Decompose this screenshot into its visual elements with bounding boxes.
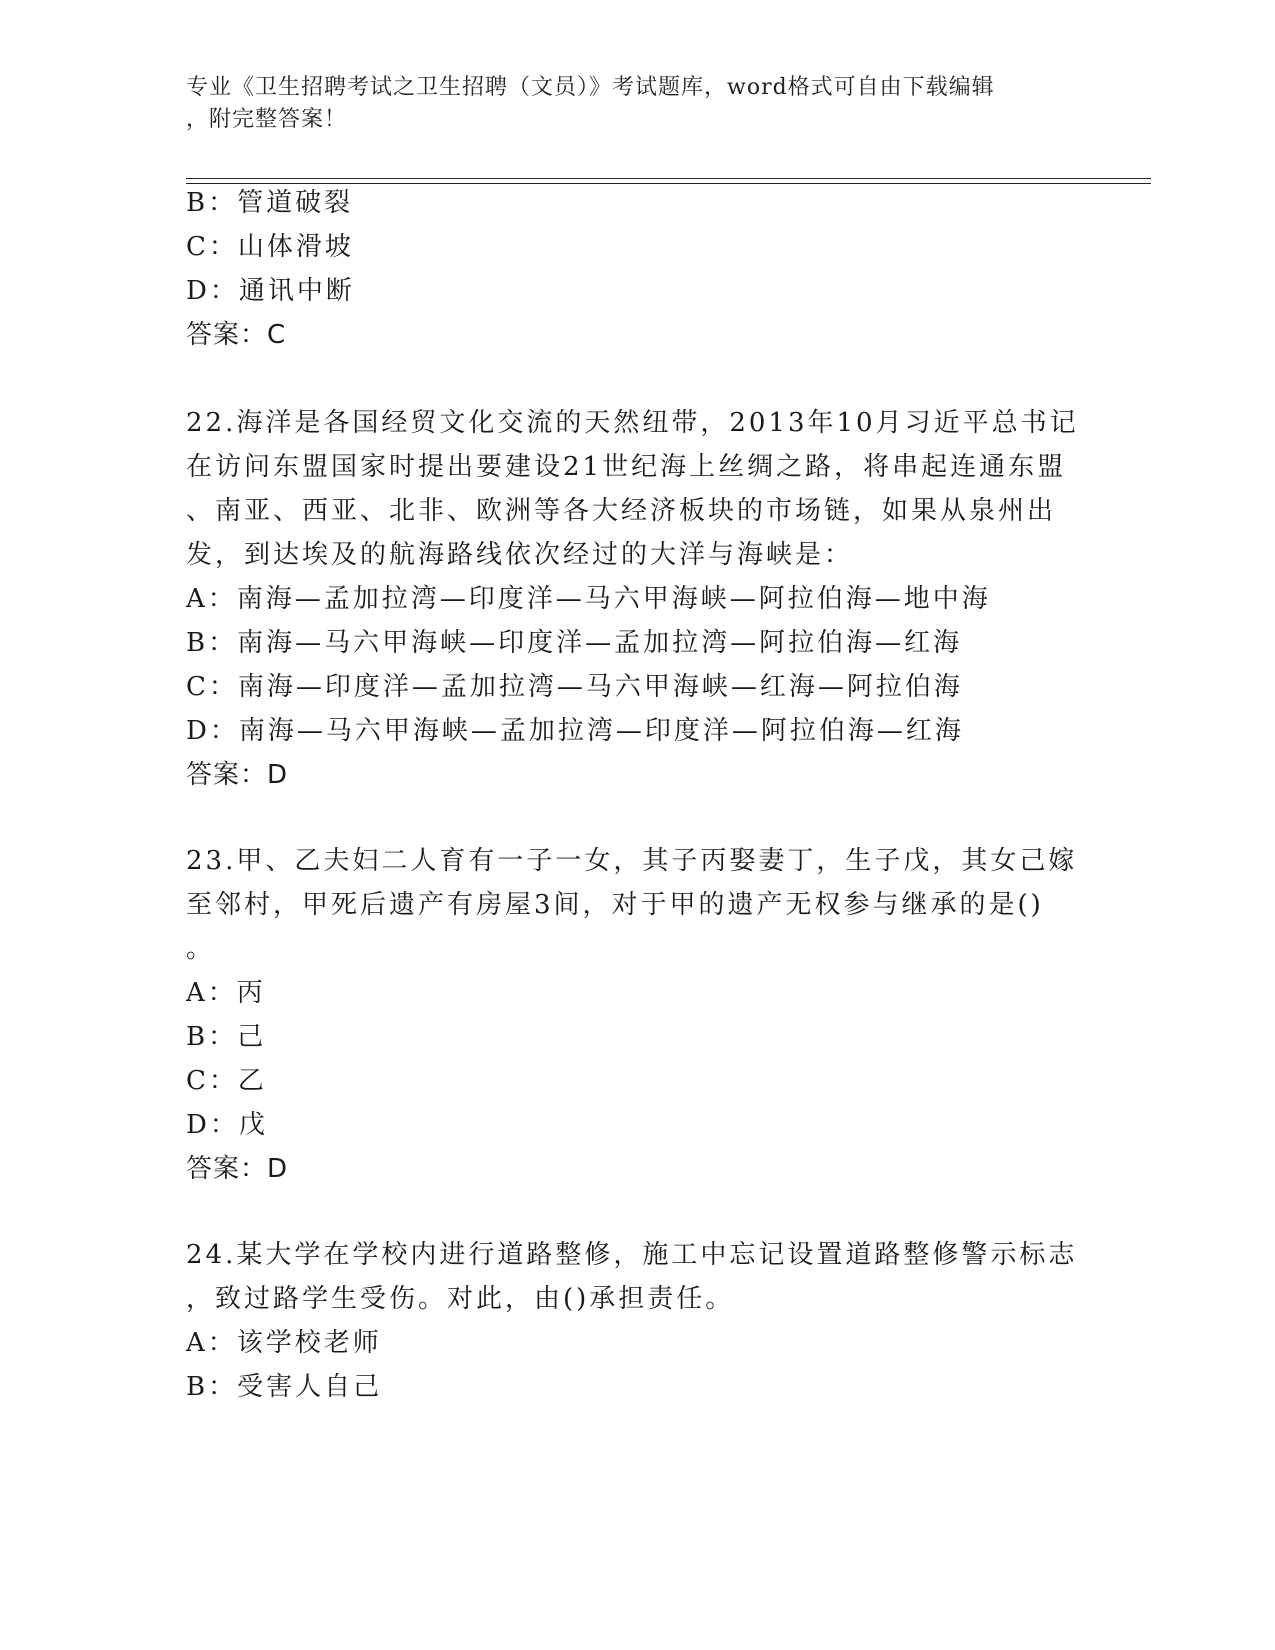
q22-option-b: B：南海—马六甲海峡—印度洋—孟加拉湾—阿拉伯海—红海 (186, 628, 963, 658)
q23-answer: 答案：D (186, 1154, 289, 1184)
q24-text-line-2: ，致过路学生受伤。对此，由()承担责任。 (186, 1284, 735, 1314)
q23-option-b: B：己 (186, 1022, 267, 1052)
q22-option-d: D：南海—马六甲海峡—孟加拉湾—印度洋—阿拉伯海—红海 (186, 716, 964, 746)
header-divider-bottom (186, 183, 1151, 184)
q24-option-a: A：该学校老师 (186, 1328, 382, 1358)
prev-option-b: B：管道破裂 (186, 188, 354, 218)
prev-option-c: C：山体滑坡 (186, 232, 354, 262)
q23-text-line-1: 23.甲、乙夫妇二人育有一子一女，其子丙娶妻丁，生子戊，其女己嫁 (186, 846, 1078, 876)
q23-option-a: A：丙 (186, 978, 266, 1008)
q23-text-line-3: 。 (186, 934, 216, 964)
header-line-1: 专业《卫生招聘考试之卫生招聘（文员）》考试题库，word格式可自由下载编辑 (186, 75, 995, 100)
prev-answer: 答案：C (186, 320, 287, 350)
q23-option-d: D：戊 (186, 1110, 268, 1140)
prev-option-d: D：通讯中断 (186, 276, 355, 306)
q23-text-line-2: 至邻村，甲死后遗产有房屋3间，对于甲的遗产无权参与继承的是() (186, 890, 1044, 920)
q22-text-line-2: 在访问东盟国家时提出要建设21世纪海上丝绸之路，将串起连通东盟 (186, 452, 1067, 482)
q22-text-line-4: 发，到达埃及的航海路线依次经过的大洋与海峡是： (186, 540, 854, 570)
q22-text-line-3: 、南亚、西亚、北非、欧洲等各大经济板块的市场链，如果从泉州出 (186, 496, 1057, 526)
q22-option-a: A：南海—孟加拉湾—印度洋—马六甲海峡—阿拉伯海—地中海 (186, 584, 991, 614)
q23-option-c: C：乙 (186, 1066, 267, 1096)
q22-option-c: C：南海—印度洋—孟加拉湾—马六甲海峡—红海—阿拉伯海 (186, 672, 963, 702)
header-line-2: ，附完整答案！ (186, 107, 348, 132)
q24-option-b: B：受害人自己 (186, 1372, 383, 1402)
q22-answer: 答案：D (186, 760, 289, 790)
q24-text-line-1: 24.某大学在学校内进行道路整修，施工中忘记设置道路整修警示标志 (186, 1240, 1078, 1270)
document-header (186, 72, 1066, 136)
header-divider-top (186, 178, 1151, 179)
q22-text-line-1: 22.海洋是各国经贸文化交流的天然纽带，2013年10月习近平总书记 (186, 408, 1079, 438)
